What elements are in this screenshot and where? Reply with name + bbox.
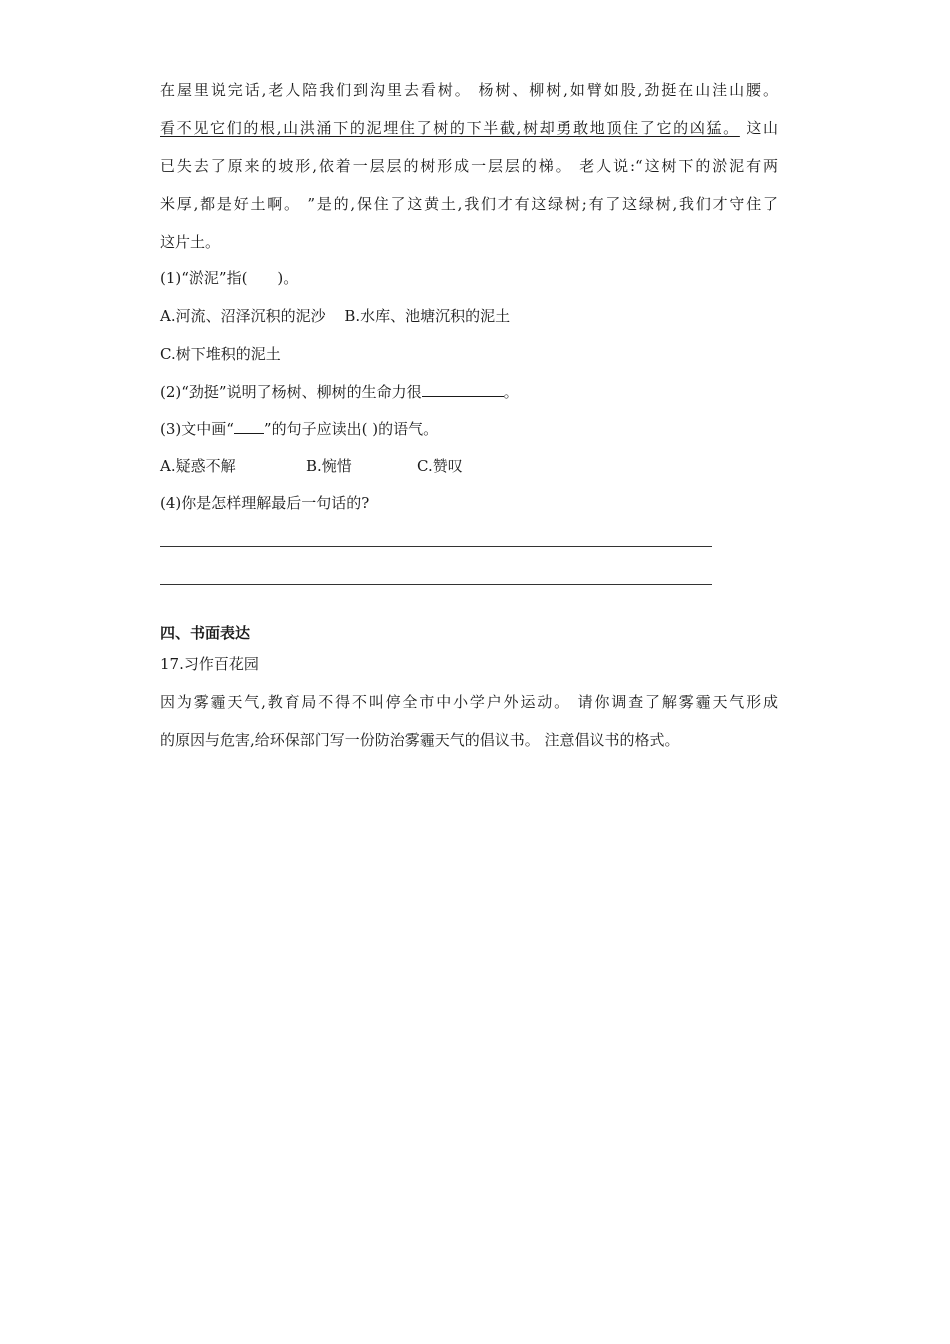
passage-line-4: 米厚,都是好土啊。 ”是的,保住了这黄土,我们才有这绿树;有了这绿树,我们才守住了 xyxy=(160,195,778,213)
question-1-option-b[interactable]: B.水库、池塘沉积的泥土 xyxy=(344,307,511,325)
underline-mark xyxy=(234,418,264,434)
question-3-stem: (3)文中画“ xyxy=(160,420,234,438)
passage-line-5: 这片土。 xyxy=(160,233,221,251)
passage-line-3: 已失去了原来的坡形,依着一层层的树形成一层层的梯。 老人说:“这树下的淤泥有两 xyxy=(160,157,778,175)
essay-prompt-line-2: 的原因与危害,给环保部门写一份防治雾霾天气的倡议书。 注意倡议书的格式。 xyxy=(160,731,680,749)
question-1-stem: (1)“淤泥”指( )。 xyxy=(160,269,299,287)
question-3-option-c[interactable]: C.赞叹 xyxy=(417,457,463,475)
question-2-stem: (2)“劲挺”说明了杨树、柳树的生命力很 xyxy=(160,383,422,401)
question-3-option-a[interactable]: A.疑惑不解 xyxy=(160,457,236,475)
question-4-answer-line-2[interactable] xyxy=(160,584,712,585)
question-1-options-row xyxy=(160,306,510,326)
passage-line-2 xyxy=(160,118,778,138)
essay-prompt-line-1: 因为雾霾天气,教育局不得不叫停全市中小学户外运动。 请你调查了解雾霾天气形成 xyxy=(160,693,778,711)
question-1-option-a[interactable]: A.河流、沼泽沉积的泥沙 xyxy=(160,307,326,325)
passage-line-1: 在屋里说完话,老人陪我们到沟里去看树。 杨树、柳树,如臂如股,劲挺在山洼山腰。 xyxy=(160,81,778,99)
question-4-answer-line-1[interactable] xyxy=(160,546,712,547)
question-3-row xyxy=(160,418,438,439)
passage-line-2-rest: 这山 xyxy=(739,119,778,137)
question-3-option-b[interactable]: B.惋惜 xyxy=(306,457,352,475)
question-2-stem-end: 。 xyxy=(503,383,519,401)
essay-item-title: 17.习作百花园 xyxy=(160,655,259,673)
question-2-row xyxy=(160,381,519,402)
question-4-stem: (4)你是怎样理解最后一句话的? xyxy=(160,494,370,512)
question-1-option-c[interactable]: C.树下堆积的泥土 xyxy=(160,345,281,363)
section-4-heading: 四、书面表达 xyxy=(160,624,251,642)
question-2-answer-blank[interactable] xyxy=(422,381,504,397)
question-3-options-row xyxy=(160,456,463,476)
underlined-sentence: 看不见它们的根,山洪涌下的泥埋住了树的下半截,树却勇敢地顶住了它的凶猛。 xyxy=(160,119,740,137)
question-3-stem-end: ”的句子应读出( )的语气。 xyxy=(263,420,439,438)
